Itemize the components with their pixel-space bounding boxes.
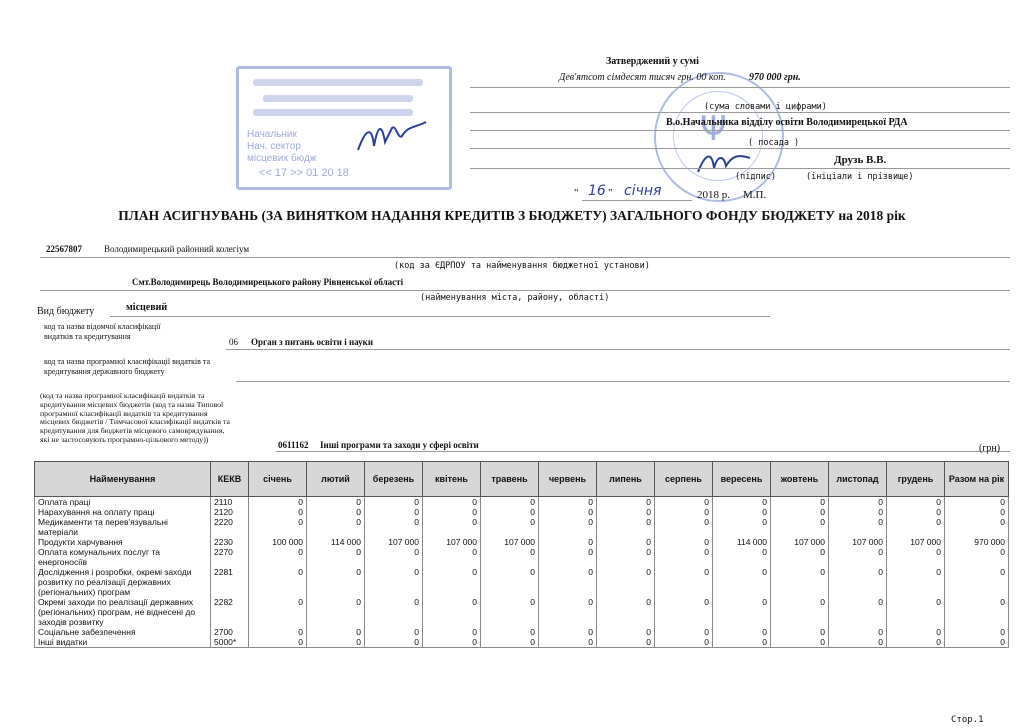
row-kekv-cell: 2282 <box>211 597 249 627</box>
col-header-month: вересень <box>713 462 771 497</box>
divider <box>470 148 1010 149</box>
row-total-cell: 0 <box>945 567 1009 597</box>
row-month-cell: 0 <box>481 597 539 627</box>
divider <box>470 168 1010 169</box>
row-month-cell: 0 <box>713 517 771 537</box>
row-month-cell: 0 <box>539 627 597 637</box>
local-program-label-line: місцевих бюджетів / Тимчасової класифікації видатків та <box>40 417 230 427</box>
table-row <box>35 547 1009 567</box>
divider <box>276 451 1010 452</box>
row-month-cell: 114 000 <box>713 537 771 547</box>
page-number: Стор.1 <box>951 715 984 725</box>
divider <box>110 316 770 317</box>
row-month-cell: 0 <box>307 517 365 537</box>
date-close-quote: " <box>608 187 613 199</box>
row-month-cell: 0 <box>829 627 887 637</box>
row-month-cell: 0 <box>307 497 365 508</box>
stamp-line <box>253 109 413 116</box>
row-month-cell: 0 <box>307 507 365 517</box>
row-month-cell: 0 <box>423 547 481 567</box>
col-header-month: квітень <box>423 462 481 497</box>
row-month-cell: 0 <box>249 637 307 648</box>
stamp-text: Начальник <box>247 129 297 140</box>
stamp-line <box>263 95 413 102</box>
row-name-cell: Окремі заходи по реалізації державних (регіональних) програм, не віднесені до заходів розвитку <box>35 597 211 627</box>
row-month-cell: 0 <box>771 497 829 508</box>
col-header-month: серпень <box>655 462 713 497</box>
local-program-label-line: програмної класифікації видатків та кредитування <box>40 408 208 418</box>
row-month-cell: 0 <box>539 507 597 517</box>
row-month-cell: 107 000 <box>887 537 945 547</box>
row-total-cell: 0 <box>945 597 1009 627</box>
table-row <box>35 627 1009 637</box>
row-month-cell: 0 <box>249 597 307 627</box>
row-month-cell: 0 <box>771 507 829 517</box>
row-kekv-cell: 2700 <box>211 627 249 637</box>
row-month-cell: 0 <box>539 597 597 627</box>
row-month-cell: 0 <box>829 637 887 648</box>
row-month-cell: 0 <box>249 627 307 637</box>
institution-name: Володимирецький районний колегіум <box>104 244 250 254</box>
row-name-cell: Дослідження і розробки, окремі заходи розвитку по реалізації державних (регіональних) програм <box>35 567 211 597</box>
divider <box>470 130 1010 131</box>
row-total-cell: 970 000 <box>945 537 1009 547</box>
row-name-cell: Продукти харчування <box>35 537 211 547</box>
table-body <box>35 497 1009 648</box>
row-month-cell: 0 <box>597 517 655 537</box>
row-month-cell: 0 <box>307 627 365 637</box>
row-name-cell: Інші видатки <box>35 637 211 648</box>
row-month-cell: 0 <box>423 637 481 648</box>
row-month-cell: 0 <box>481 497 539 508</box>
row-month-cell: 0 <box>655 627 713 637</box>
row-month-cell: 0 <box>365 637 423 648</box>
department-label-line1: код та назва відомчої класифікації <box>44 322 161 331</box>
row-month-cell: 0 <box>597 637 655 648</box>
local-program-label-line: які не застосовують програмно-цільового методу)) <box>40 434 209 444</box>
local-program-label-line: кредитування для бюджетів місцевого самоврядування, <box>40 426 225 436</box>
row-month-cell: 0 <box>481 507 539 517</box>
row-month-cell: 107 000 <box>771 537 829 547</box>
department-name: Орган з питань освіти і науки <box>251 337 374 347</box>
table-row <box>35 497 1009 508</box>
divider <box>40 257 1010 258</box>
stamp-date: << 17 >> 01 20 18 <box>259 167 349 179</box>
row-month-cell: 0 <box>771 597 829 627</box>
city-name: Смт.Володимирець Володимирецького району Рівненської області <box>132 277 404 287</box>
approval-month: січня <box>624 183 662 199</box>
row-month-cell: 0 <box>829 567 887 597</box>
row-month-cell: 0 <box>307 637 365 648</box>
row-month-cell: 0 <box>365 627 423 637</box>
row-month-cell: 0 <box>307 597 365 627</box>
row-month-cell: 0 <box>481 627 539 637</box>
row-month-cell: 0 <box>713 567 771 597</box>
sum-caption: (сума словами і цифрами) <box>704 102 827 112</box>
row-month-cell: 0 <box>597 497 655 508</box>
local-program-name: Інші програми та заходи у сфері освіти <box>320 440 479 450</box>
row-month-cell: 0 <box>829 517 887 537</box>
table-row <box>35 517 1009 537</box>
row-month-cell: 0 <box>887 597 945 627</box>
local-program-label-line: (код та назва програмної класифікації видатків та <box>40 391 205 400</box>
row-month-cell: 0 <box>887 637 945 648</box>
row-month-cell: 0 <box>713 597 771 627</box>
row-name-cell: Оплата праці <box>35 497 211 508</box>
row-kekv-cell: 2281 <box>211 567 249 597</box>
row-month-cell: 0 <box>713 497 771 508</box>
official-seal <box>654 72 784 202</box>
stamp-text: Нач. сектор <box>247 141 301 152</box>
row-month-cell: 107 000 <box>481 537 539 547</box>
row-month-cell: 0 <box>829 547 887 567</box>
row-name-cell: Нарахування на оплату праці <box>35 507 211 517</box>
row-month-cell: 107 000 <box>365 537 423 547</box>
row-month-cell: 114 000 <box>307 537 365 547</box>
approved-label: Затверджений у сумі <box>606 56 699 67</box>
page-title-text: ПЛАН АСИГНУВАНЬ (ЗА ВИНЯТКОМ НАДАННЯ КРЕДИТІВ З БЮДЖЕТУ) ЗАГАЛЬНОГО ФОНДУ БЮДЖЕТУ на 2018 рік <box>118 208 906 223</box>
signature-left-icon <box>352 118 432 158</box>
row-month-cell: 0 <box>423 497 481 508</box>
row-month-cell: 0 <box>713 547 771 567</box>
row-month-cell: 0 <box>423 567 481 597</box>
row-total-cell: 0 <box>945 507 1009 517</box>
col-header-month: грудень <box>887 462 945 497</box>
row-month-cell: 0 <box>597 597 655 627</box>
row-month-cell: 0 <box>597 537 655 547</box>
approved-sum-words: Дев'ятсот сімдесят тисяч грн. 00 коп. <box>559 72 726 83</box>
row-month-cell: 0 <box>539 537 597 547</box>
row-kekv-cell: 2110 <box>211 497 249 508</box>
table-row <box>35 597 1009 627</box>
row-month-cell: 0 <box>713 637 771 648</box>
col-header-month: червень <box>539 462 597 497</box>
divider <box>40 290 1010 291</box>
row-total-cell: 0 <box>945 547 1009 567</box>
row-month-cell: 0 <box>829 507 887 517</box>
city-caption: (найменування міста, району, області) <box>420 293 610 303</box>
program-label-line1: код та назва програмної класифікації видатків та <box>44 357 211 366</box>
row-month-cell: 0 <box>481 567 539 597</box>
row-month-cell: 0 <box>771 547 829 567</box>
row-month-cell: 0 <box>887 567 945 597</box>
date-underline <box>582 200 692 201</box>
approval-day: 16 <box>588 183 606 199</box>
divider <box>236 381 1010 382</box>
table-header-row <box>35 462 1009 497</box>
row-month-cell: 0 <box>307 567 365 597</box>
col-header-month: січень <box>249 462 307 497</box>
row-month-cell: 0 <box>365 517 423 537</box>
row-month-cell: 0 <box>249 567 307 597</box>
divider <box>226 349 1010 350</box>
row-month-cell: 0 <box>481 547 539 567</box>
row-month-cell: 0 <box>423 507 481 517</box>
row-month-cell: 0 <box>539 567 597 597</box>
col-header-name: Найменування <box>35 462 211 497</box>
row-month-cell: 0 <box>249 517 307 537</box>
row-total-cell: 0 <box>945 627 1009 637</box>
position-caption: ( посада ) <box>748 138 800 148</box>
row-name-cell: Оплата комунальних послуг та енергоносіїв <box>35 547 211 567</box>
row-month-cell: 0 <box>423 597 481 627</box>
table-row <box>35 537 1009 547</box>
row-month-cell: 0 <box>829 497 887 508</box>
allocation-table <box>34 461 1009 648</box>
row-month-cell: 0 <box>655 567 713 597</box>
page-title <box>0 208 1024 224</box>
row-kekv-cell: 2270 <box>211 547 249 567</box>
table-row <box>35 637 1009 648</box>
row-month-cell: 0 <box>655 547 713 567</box>
row-total-cell: 0 <box>945 497 1009 508</box>
row-month-cell: 0 <box>597 507 655 517</box>
divider <box>470 112 1010 113</box>
row-month-cell: 0 <box>539 497 597 508</box>
row-month-cell: 0 <box>887 507 945 517</box>
budget-type-value: місцевий <box>126 302 168 313</box>
local-program-label <box>40 392 254 445</box>
row-month-cell: 0 <box>597 567 655 597</box>
row-month-cell: 100 000 <box>249 537 307 547</box>
approver-position: В.о.Начальника відділу освіти Володимирецької РДА <box>666 117 908 128</box>
row-month-cell: 0 <box>887 517 945 537</box>
row-month-cell: 0 <box>249 507 307 517</box>
row-month-cell: 0 <box>655 637 713 648</box>
col-header-total: Разом на рік <box>945 462 1009 497</box>
row-month-cell: 0 <box>365 497 423 508</box>
row-month-cell: 0 <box>539 637 597 648</box>
col-header-month: березень <box>365 462 423 497</box>
row-total-cell: 0 <box>945 517 1009 537</box>
row-month-cell: 0 <box>249 547 307 567</box>
edrpou-code: 22567807 <box>46 244 82 254</box>
row-month-cell: 107 000 <box>829 537 887 547</box>
row-kekv-cell: 2220 <box>211 517 249 537</box>
program-label-line2: кредитування державного бюджету <box>44 367 165 376</box>
row-month-cell: 0 <box>365 597 423 627</box>
row-month-cell: 0 <box>597 547 655 567</box>
col-header-month: лютий <box>307 462 365 497</box>
local-program-code: 0611162 <box>278 440 309 450</box>
row-month-cell: 0 <box>655 537 713 547</box>
col-header-month: жовтень <box>771 462 829 497</box>
row-month-cell: 0 <box>771 627 829 637</box>
department-label-line2: видатків та кредитування <box>44 332 131 341</box>
row-month-cell: 0 <box>655 597 713 627</box>
row-total-cell: 0 <box>945 637 1009 648</box>
institution-caption: (код за ЄДРПОУ та найменування бюджетної установи) <box>394 261 650 271</box>
row-month-cell: 0 <box>887 547 945 567</box>
stamp-line <box>253 79 423 86</box>
row-month-cell: 0 <box>771 567 829 597</box>
row-kekv-cell: 5000* <box>211 637 249 648</box>
table-row <box>35 507 1009 517</box>
row-month-cell: 0 <box>713 627 771 637</box>
table-row <box>35 567 1009 597</box>
approver-name: Друзь В.В. <box>834 154 887 166</box>
row-month-cell: 0 <box>655 507 713 517</box>
initials-caption: (ініціали і прізвище) <box>806 172 914 182</box>
row-month-cell: 0 <box>365 507 423 517</box>
row-month-cell: 0 <box>771 517 829 537</box>
row-month-cell: 107 000 <box>423 537 481 547</box>
row-month-cell: 0 <box>481 637 539 648</box>
date-open-quote: " <box>574 187 579 199</box>
trident-icon: Ψ <box>700 109 727 149</box>
budget-type-label: Вид бюджету <box>37 306 95 317</box>
approved-sum-figure: 970 000 грн. <box>749 72 801 83</box>
row-month-cell: 0 <box>771 637 829 648</box>
row-month-cell: 0 <box>249 497 307 508</box>
stamp-text: місцевих бюдж <box>247 153 317 164</box>
row-month-cell: 0 <box>539 547 597 567</box>
row-month-cell: 0 <box>655 517 713 537</box>
row-month-cell: 0 <box>365 547 423 567</box>
row-name-cell: Соціальне забезпечення <box>35 627 211 637</box>
row-month-cell: 0 <box>481 517 539 537</box>
row-month-cell: 0 <box>829 597 887 627</box>
row-month-cell: 0 <box>713 507 771 517</box>
row-month-cell: 0 <box>365 567 423 597</box>
row-month-cell: 0 <box>655 497 713 508</box>
local-program-label-line: кредитування місцевих бюджетів (код та назва Типової <box>40 399 224 409</box>
col-header-month: травень <box>481 462 539 497</box>
row-month-cell: 0 <box>597 627 655 637</box>
row-month-cell: 0 <box>423 627 481 637</box>
currency-unit: (грн) <box>979 443 1001 454</box>
signature-caption: (підпис) <box>735 172 776 182</box>
department-code: 06 <box>229 337 238 347</box>
row-name-cell: Медикаменти та перев'язувальні матеріали <box>35 517 211 537</box>
row-month-cell: 0 <box>423 517 481 537</box>
row-month-cell: 0 <box>307 547 365 567</box>
row-month-cell: 0 <box>887 497 945 508</box>
row-kekv-cell: 2230 <box>211 537 249 547</box>
col-header-month: листопад <box>829 462 887 497</box>
approval-year: 2018 р. <box>697 189 730 201</box>
stamp-place-label: М.П. <box>743 189 767 201</box>
col-header-month: липень <box>597 462 655 497</box>
divider <box>470 87 1010 88</box>
col-header-kekv: КЕКВ <box>211 462 249 497</box>
row-month-cell: 0 <box>539 517 597 537</box>
row-month-cell: 0 <box>887 627 945 637</box>
row-kekv-cell: 2120 <box>211 507 249 517</box>
